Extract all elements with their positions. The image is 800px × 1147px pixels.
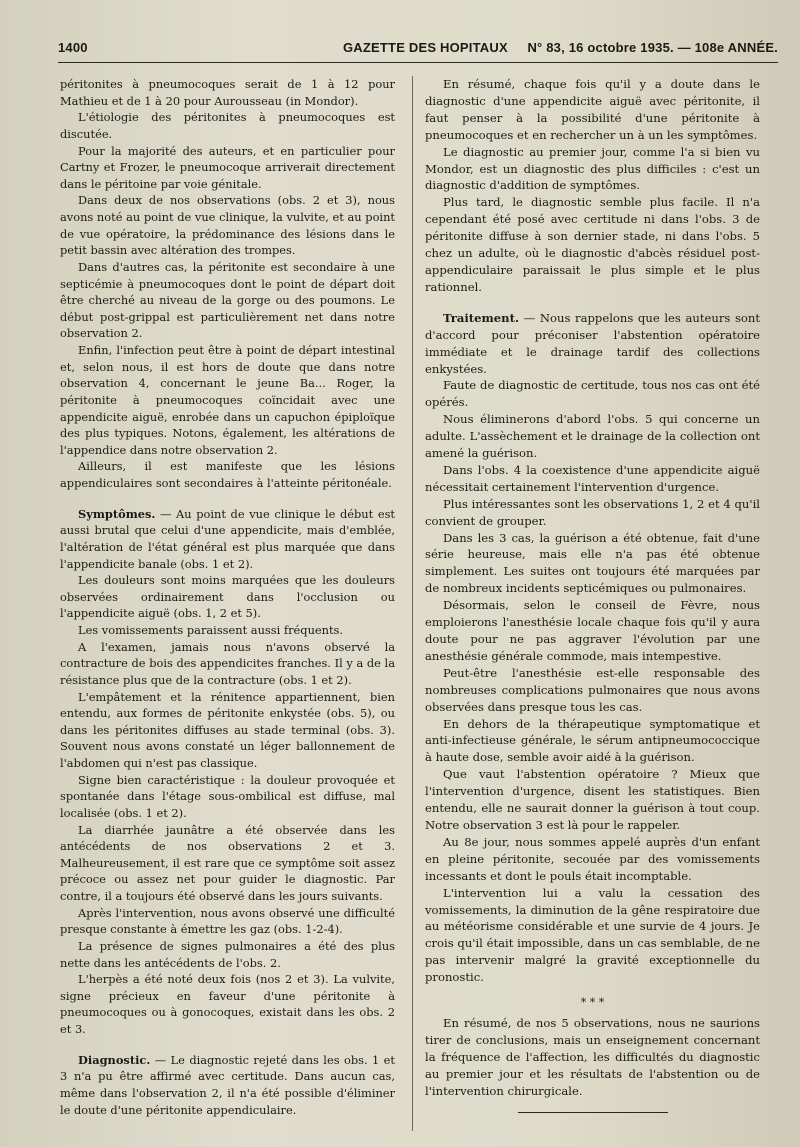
paragraph: Les douleurs sont moins marquées que les douleurs observées ordinairement dans l'occlusion ou l'appendicite aiguë (obs. 1, 2 et 5).: [60, 573, 395, 621]
paragraph: Dans d'autres cas, la péritonite est secondaire à une septicémie à pneumocoques dont le point de départ doit être cherché au niveau de la gorge ou des poumons. Le début post-grippal est particulièrement net dans notre observation 2.: [60, 259, 395, 341]
paragraph: Le diagnostic au premier jour, comme l'a si bien vu Mondor, est un diagnostic des plus difficiles : c'est un diagnostic d'addition de symptômes.: [425, 144, 760, 193]
section-heading: Traitement.: [443, 310, 520, 325]
paragraph: péritonites à pneumocoques serait de 1 à 12 pour Mathieu et de 1 à 20 pour Aurousseau (in Mondor).: [60, 77, 395, 108]
paragraph: L'herpès a été noté deux fois (nos 2 et 3). La vulvite, signe précieux en faveur d'une péritonite à pneumocoques ou à gonocoques, existait dans les obs. 2 et 3.: [60, 972, 395, 1036]
column-divider: [412, 76, 413, 1131]
section-text: — Au point de vue clinique le début est aussi brutal que celui d'une appendicite, mais d'emblée, l'altération de l'état général est plus marquée que dans l'appendicite banale (obs. 1 et 2).: [60, 506, 395, 571]
paragraph: Nous éliminerons d'abord l'obs. 5 qui concerne un adulte. L'assèchement et le drainage de la collection ont amené la guérison.: [425, 412, 760, 461]
section-heading: Diagnostic.: [78, 1052, 151, 1067]
paragraph: La présence de signes pulmonaires a été des plus nette dans les antécédents de l'obs. 2.: [60, 938, 395, 970]
paragraph: Dans les 3 cas, la guérison a été obtenue, fait d'une série heureuse, mais elle n'a pas été obtenue simplement. Les suites ont toujours été marquées par de nombreux incidents septicémiques ou pulmonaires.: [425, 530, 760, 596]
paragraph: Ailleurs, il est manifeste que les lésions appendiculaires sont secondaires à l'atteinte péritonéale.: [60, 459, 395, 490]
journal-title: GAZETTE DES HOPITAUX: [343, 40, 508, 55]
paragraph: La diarrhée jaunâtre a été observée dans les antécédents de nos observations 2 et 3. Malheureusement, il est rare que ce symptôme soit assez précoce ou assez net pour guider le diagnostic. Par contre, il a toujours été observé dans les jours suivants.: [60, 822, 395, 903]
section-text: — Nous rappelons que les auteurs sont d'accord pour préconiser l'abstention opératoire immédiate et le drainage tardif des collections enkystées.: [425, 310, 760, 376]
page-number: 1400: [58, 40, 88, 55]
issue-info: N° 83, 16 octobre 1935. — 108e ANNÉE.: [527, 40, 778, 55]
paragraph: En résumé, de nos 5 observations, nous ne saurions tirer de conclusions, mais un enseignement concernant la fréquence de l'affection, les difficultés du diagnostic au premier jour et les résultats de l'abstention ou de l'intervention chirurgicale.: [425, 1016, 760, 1098]
paragraph: Au 8e jour, nous sommes appelé auprès d'un enfant en pleine péritonite, secouée par des vomissements incessants et dont le pouls était incomptable.: [425, 834, 760, 883]
right-column: [425, 76, 760, 1113]
page-header: [58, 30, 778, 70]
section-heading: Symptômes.: [78, 506, 156, 521]
paragraph: Pour la majorité des auteurs, et en particulier pour Cartny et Frozer, le pneumocoque arriverait directement dans le péritoine par voie génitale.: [60, 143, 395, 191]
paragraph: A l'examen, jamais nous n'avons observé la contracture de bois des appendicites franches. Il y a de la résistance plus que de la contracture (obs. 1 et 2).: [60, 639, 395, 687]
paragraph: Que vaut l'abstention opératoire ? Mieux que l'intervention d'urgence, disent les statistiques. Bien entendu, elle ne saurait donner la guérison à tout coup. Notre observation 3 est là pour le rappeler.: [425, 767, 760, 832]
paragraph: Les vomissements paraissent aussi fréquents.: [78, 623, 344, 637]
paragraph: Désormais, selon le conseil de Fèvre, nous emploierons l'anesthésie locale chaque fois qu'il y aura doute pour ne pas aggraver l'évolution par une anesthésie générale commode, mais intempestive.: [425, 598, 760, 663]
paragraph: Enfin, l'infection peut être à point de départ intestinal et, selon nous, il est hors de doute que dans notre observation 4, concernant le jeune Ba... Roger, la péritonite à pneumocoques coïncidait avec une appendicite aiguë, enrobée dans un capuchon épiploïque des plus typiques. Notons, également, les altérations de l'appendice dans notre observation 2.: [60, 343, 395, 457]
paragraph: Faute de diagnostic de certitude, tous nos cas ont été opérés.: [425, 378, 760, 410]
section-traitement: [425, 310, 760, 378]
end-rule: [518, 1112, 668, 1113]
paragraph: Plus tard, le diagnostic semble plus facile. Il n'a cependant été posé avec certitude ni dans l'obs. 3 de péritonite diffuse à son dernier stade, ni dans l'obs. 5 chez un adulte, où le diagnostic d'abcès résiduel post-appendiculaire paraissait le plus simple et le plus rationnel.: [425, 195, 760, 294]
paragraph: En résumé, chaque fois qu'il y a doute dans le diagnostic d'une appendicite aiguë avec péritonite, il faut penser à la possibilité d'une péritonite à pneumocoques et en rechercher un à un les symptômes.: [425, 77, 760, 142]
paragraph: L'intervention lui a valu la cessation des vomissements, la diminution de la gêne respiratoire due au météorisme considérable et une survie de 4 jours. Je crois qu'il était impossible, dans un cas semblable, de ne pas intervenir malgré la gravité exceptionnelle du pronostic.: [425, 885, 760, 985]
paragraph: L'étiologie des péritonites à pneumocoques est discutée.: [60, 110, 395, 141]
paragraph: Dans l'obs. 4 la coexistence d'une appendicite aiguë nécessitait certainement l'intervention d'urgence.: [425, 462, 760, 494]
section-separator: * * *: [580, 996, 605, 1010]
section-text: — Le diagnostic rejeté dans les obs. 1 et 3 n'a pu être affirmé avec certitude. Dans aucun cas, même dans l'observation 2, il n'a été possible d'éliminer le doute d'une péritonite appendiculaire.: [60, 1052, 395, 1117]
paragraph: Après l'intervention, nous avons observé une difficulté presque constante à émettre les gaz (obs. 1-2-4).: [60, 905, 395, 937]
paragraph: En dehors de la thérapeutique symptomatique et anti-infectieuse générale, le sérum antipneumococcique à haute dose, semble avoir aidé à la guérison.: [425, 716, 760, 765]
paragraph: Signe bien caractéristique : la douleur provoquée et spontanée dans l'étage sous-ombilical est diffuse, mal localisée (obs. 1 et 2).: [60, 772, 395, 820]
section-symptomes: [60, 506, 395, 573]
section-diagnostic: [60, 1052, 395, 1119]
paragraph: Peut-être l'anesthésie est-elle responsable des nombreuses complications pulmonaires que nous avons observées dans presque tous les cas.: [425, 665, 760, 714]
left-column: [60, 76, 395, 1118]
header-rule: [58, 62, 778, 63]
paragraph: L'empâtement et la rénitence appartiennent, bien entendu, aux formes de péritonite enkystée (obs. 5), ou dans les péritonites diffuses au stade terminal (obs. 3). Souvent nous avons constaté un léger ballonnement de l'abdomen qui n'est pas classique.: [60, 689, 395, 770]
paragraph: Dans deux de nos observations (obs. 2 et 3), nous avons noté au point de vue clinique, la vulvite, et au point de vue opératoire, la prédominance des lésions dans le petit bassin avec altération des trompes.: [60, 193, 395, 258]
paragraph: Plus intéressantes sont les observations 1, 2 et 4 qu'il convient de grouper.: [425, 496, 760, 528]
